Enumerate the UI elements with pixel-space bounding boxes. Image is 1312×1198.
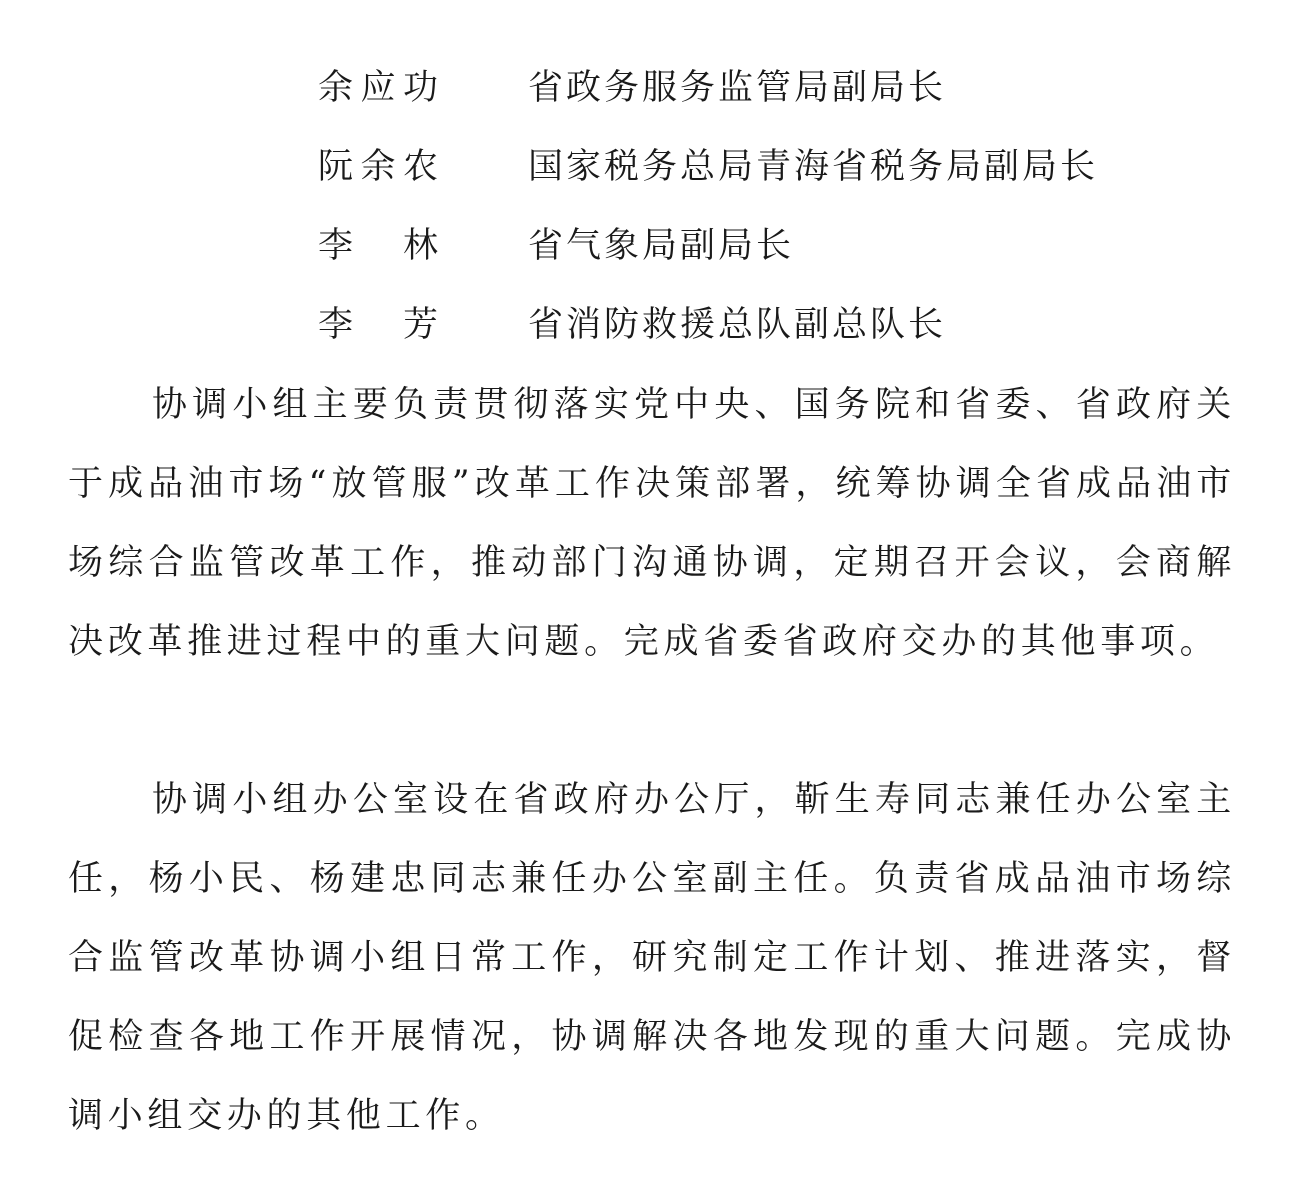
member-title: 省消防救援总队副总队长 [528,305,947,345]
member-name: 李 林 [318,226,438,266]
member-name: 李 芳 [318,305,438,345]
member-row [318,216,795,276]
member-row [318,58,947,118]
member-name: 余应功 [318,68,438,108]
paragraph-group-duties: 协调小组主要负责贯彻落实党中央、国务院和省委、省政府关于成品油市场“放管服”改革工作决策部署，统筹协调全省成品油市场综合监管改革工作，推动部门沟通协调，定期召开会议，会商解决改革推进过程中的重大问题。完成省委省政府交办的其他事项。 [68,385,1236,662]
member-title: 省气象局副局长 [528,226,795,266]
member-row [318,137,1099,197]
member-row [318,295,947,355]
member-name: 阮余农 [318,147,438,187]
member-title: 国家税务总局青海省税务局副局长 [528,147,1099,187]
member-title: 省政务服务监管局副局长 [528,68,947,108]
paragraph-office-duties: 协调小组办公室设在省政府办公厅，靳生寿同志兼任办公室主任，杨小民、杨建忠同志兼任办公室副主任。负责省成品油市场综合监管改革协调小组日常工作，研究制定工作计划、推进落实，督促检查各地工作开展情况，协调解决各地发现的重大问题。完成协调小组交办的其他工作。 [68,780,1236,1136]
